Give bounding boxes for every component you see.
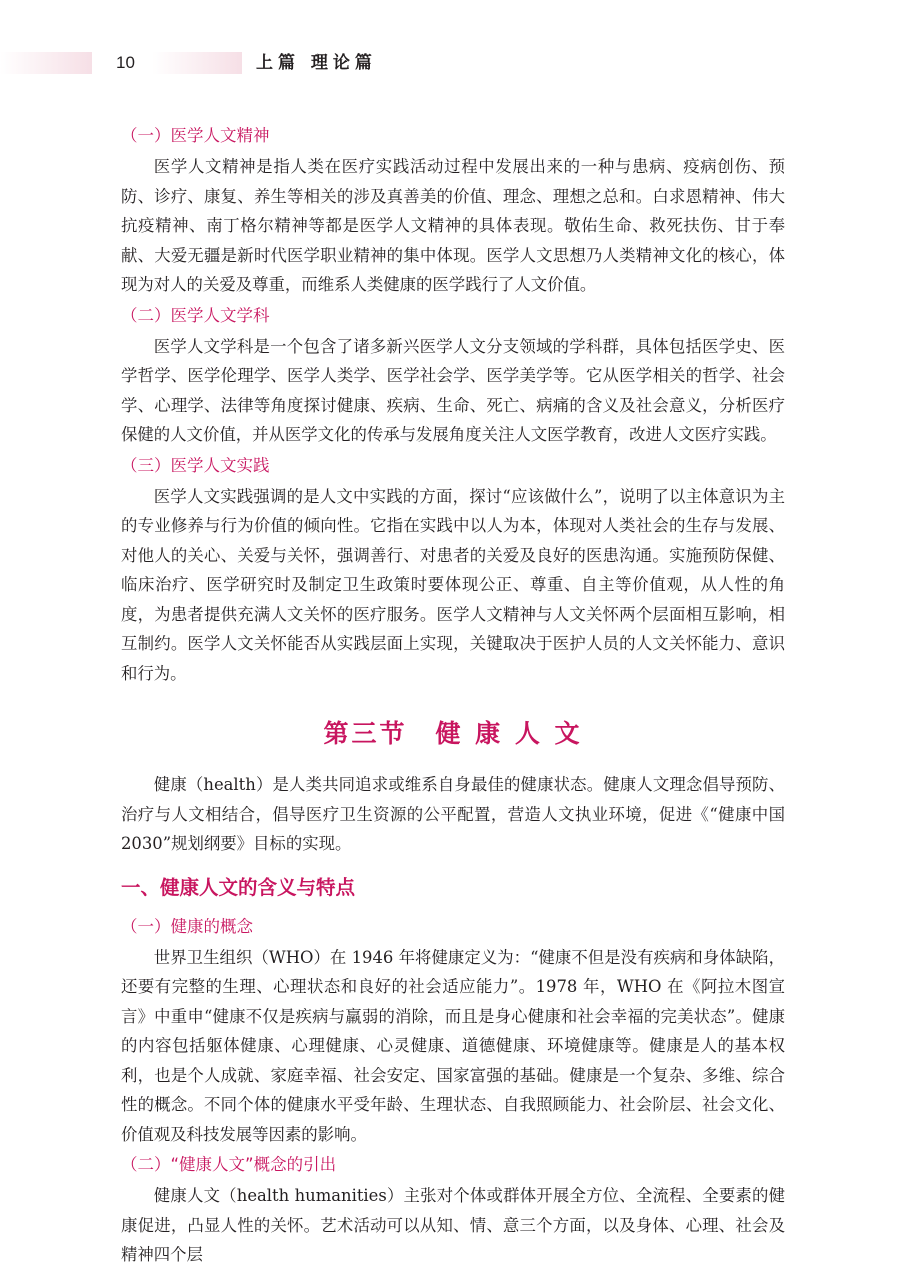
header-band-left xyxy=(0,52,92,74)
subsection-title-health-humanities-origin: （二）“健康人文”概念的引出 xyxy=(121,1155,337,1174)
paragraph-medical-humanities-practice: 医学人文实践强调的是人文中实践的方面，探讨“应该做什么”，说明了以主体意识为主的专业修养与行为价值的倾向性。它指在实践中以人为本，体现对人类社会的生存与发展、对他人的关心、关爱与关怀，强调善行、对患者的关爱及良好的医患沟通。实施预防保健、临床治疗、医学研究时及制定卫生政策时要体现公正、尊重、自主等价值观，从人性的角度，为患者提供充满人文关怀的医疗服务。医学人文精神与人文关怀两个层面相互影响，相互制约。医学人文关怀能否从实践层面上实现，关键取决于医护人员的人文关怀能力、意识和行为。 xyxy=(121,486,785,683)
paragraph-medical-humanistic-spirit: 医学人文精神是指人类在医疗实践活动过程中发展出来的一种与患病、疫病创伤、预防、诊疗、康复、养生等相关的涉及真善美的价值、理念、理想之总和。白求恩精神、伟大抗疫精神、南丁格尔精神等都是医学人文精神的具体表现。敬佑生命、救死扶伤、甘于奉献、大爱无疆是新时代医学职业精神的集中体现。医学人文思想乃人类精神文化的核心，体现为对人的关爱及尊重，而维系人类健康的医学践行了人文价值。 xyxy=(121,157,785,294)
paragraph-health-concept: 世界卫生组织（WHO）在 1946 年将健康定义为：“健康不但是没有疾病和身体缺陷，还要有完整的生理、心理状态和良好的社会适应能力”。1978 年，WHO 在《阿拉木图宣言》中重申“健康不仅是疾病与羸弱的消除，而且是身心健康和社会幸福的完美状态”。健康的内容包括躯体健康、心理健康、心灵健康、道德健康、环境健康等。健康是人的基本权利，也是个人成就、家庭幸福、社会安定、国家富强的基础。健康是一个复杂、多维、综合性的概念。不同个体的健康水平受年龄、生理状态、自我照顾能力、社会阶层、社会文化、价值观及科技发展等因素的影响。 xyxy=(121,947,785,1144)
section-title: 第三节 健 康 人 文 xyxy=(323,719,583,748)
subsection-title-health-concept: （一）健康的概念 xyxy=(121,916,253,936)
paragraph-section-intro: 健康（health）是人类共同追求或维系自身最佳的健康状态。健康人文理念倡导预防、治疗与人文相结合，倡导医疗卫生资源的公平配置，营造人文执业环境，促进《“健康中国2030”规划纲要》目标的实现。 xyxy=(121,775,785,853)
heading-meaning-and-features: 一、健康人文的含义与特点 xyxy=(121,875,356,899)
subsection-title-medical-humanities-discipline: （二）医学人文学科 xyxy=(121,305,270,325)
paragraph-health-humanities-origin: 健康人文（health humanities）主张对个体或群体开展全方位、全流程、全要素的健康促进，凸显人性的关怀。艺术活动可以从知、情、意三个方面，以及身体、心理、社会及精神四个层 xyxy=(121,1186,785,1264)
header-band xyxy=(0,52,900,74)
running-head: 上篇 理论篇 xyxy=(256,53,377,73)
page-number: 10 xyxy=(116,53,135,72)
header-band-middle xyxy=(152,52,242,74)
subsection-title-medical-humanistic-spirit: （一）医学人文精神 xyxy=(121,126,270,145)
page-body xyxy=(121,120,785,1270)
subsection-title-medical-humanities-practice: （三）医学人文实践 xyxy=(121,455,270,475)
paragraph-medical-humanities-discipline: 医学人文学科是一个包含了诸多新兴医学人文分支领域的学科群，具体包括医学史、医学哲学、医学伦理学、医学人类学、医学社会学、医学美学等。它从医学相关的哲学、社会学、心理学、法律等角度探讨健康、疾病、生命、死亡、病痛的含义及社会意义，分析医疗保健的人文价值，并从医学文化的传承与发展角度关注人文医学教育，改进人文医疗实践。 xyxy=(121,336,785,444)
